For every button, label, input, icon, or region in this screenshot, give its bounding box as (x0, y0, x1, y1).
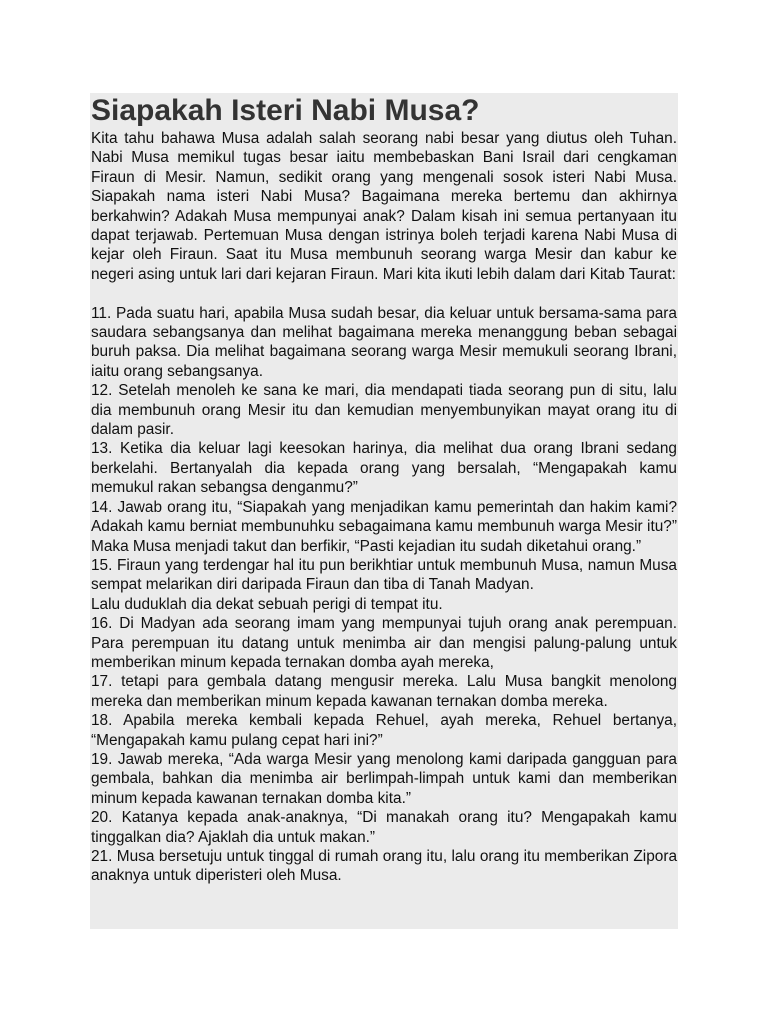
verse-20: 20. Katanya kepada anak-anaknya, “Di manakah orang itu? Mengapakah kamu tinggalkan dia? Ajaklah dia untuk makan.” (91, 809, 677, 846)
verse-11: 11. Pada suatu hari, apabila Musa sudah besar, dia keluar untuk bersama-sama para saudara sebangsanya dan melihat bagaimana mereka menanggung beban sebagai buruh paksa. Dia melihat bagaimana seorang warga Mesir memukuli seorang Ibrani, iaitu orang sebangsanya. (91, 304, 677, 380)
verse-18: 18. Apabila mereka kembali kepada Rehuel, ayah mereka, Rehuel bertanya, “Mengapakah kamu pulang cepat hari ini?” (91, 712, 677, 749)
verse-12: 12. Setelah menoleh ke sana ke mari, dia mendapati tiada seorang pun di situ, lalu dia membunuh orang Mesir itu dan kemudian menyembunyikan mayat orang itu di dalam pasir. (91, 382, 677, 439)
verse-19: 19. Jawab mereka, “Ada warga Mesir yang menolong kami daripada gangguan para gembala, bahkan dia menimba air berlimpah-limpah untuk kami dan memberikan minum kepada kawanan ternakan domba kita.” (91, 750, 677, 807)
verse-16: 16. Di Madyan ada seorang imam yang mempunyai tujuh orang anak perempuan. Para perempuan itu datang untuk menimba air dan mengisi palung-palung untuk memberikan minum kepada ternakan domba ayah mereka, (91, 615, 677, 671)
document-content (91, 93, 677, 886)
verse-15: 15. Firaun yang terdengar hal itu pun berikhtiar untuk membunuh Musa, namun Musa sempat melarikan diri daripada Firaun dan tiba di Tanah Madyan. (91, 556, 677, 594)
verse-13: 13. Ketika dia keluar lagi keesokan harinya, dia melihat dua orang Ibrani sedang berkelahi. Bertanyalah dia kepada orang yang bersalah, “Mengapakah kamu memukul rakan sebangsa denganmu?” (91, 440, 677, 497)
verse-list (91, 304, 677, 886)
verse-15-continuation: Lalu duduklah dia dekat sebuah perigi di tempat itu. (91, 595, 443, 613)
verse-17: 17. tetapi para gembala datang mengusir mereka. Lalu Musa bangkit menolong mereka dan memberikan minum kepada kawanan ternakan domba mereka. (91, 673, 677, 710)
paragraph-spacer (91, 284, 677, 303)
intro-paragraph: Kita tahu bahawa Musa adalah salah seorang nabi besar yang diutus oleh Tuhan. Nabi Musa memikul tugas besar iaitu membebaskan Bani Israil dari cengkaman Firaun di Mesir. Namun, sedikit orang yang mengenali sosok isteri Nabi Musa. Siapakah nama isteri Nabi Musa? Bagaimana mereka bertemu dan akhirnya berkahwin? Adakah Musa mempunyai anak? Dalam kisah ini semua pertanyaan itu dapat terjawab. Pertemuan Musa dengan istrinya boleh terjadi karena Nabi Musa di kejar oleh Firaun. Saat itu Musa membunuh seorang warga Mesir dan kabur ke negeri asing untuk lari dari kejaran Firaun. Mari kita ikuti lebih dalam dari Kitab Taurat: (91, 130, 677, 283)
verse-21: 21. Musa bersetuju untuk tinggal di rumah orang itu, lalu orang itu memberikan Zipora anaknya untuk diperisteri oleh Musa. (91, 848, 677, 885)
document-title: Siapakah Isteri Nabi Musa? (91, 94, 480, 127)
verse-14: 14. Jawab orang itu, “Siapakah yang menjadikan kamu pemerintah dan hakim kami? Adakah kamu berniat membunuhku sebagaimana kamu membunuh warga Mesir itu?” Maka Musa menjadi takut dan berfikir, “Pasti kejadian itu sudah diketahui orang.” (91, 498, 677, 555)
